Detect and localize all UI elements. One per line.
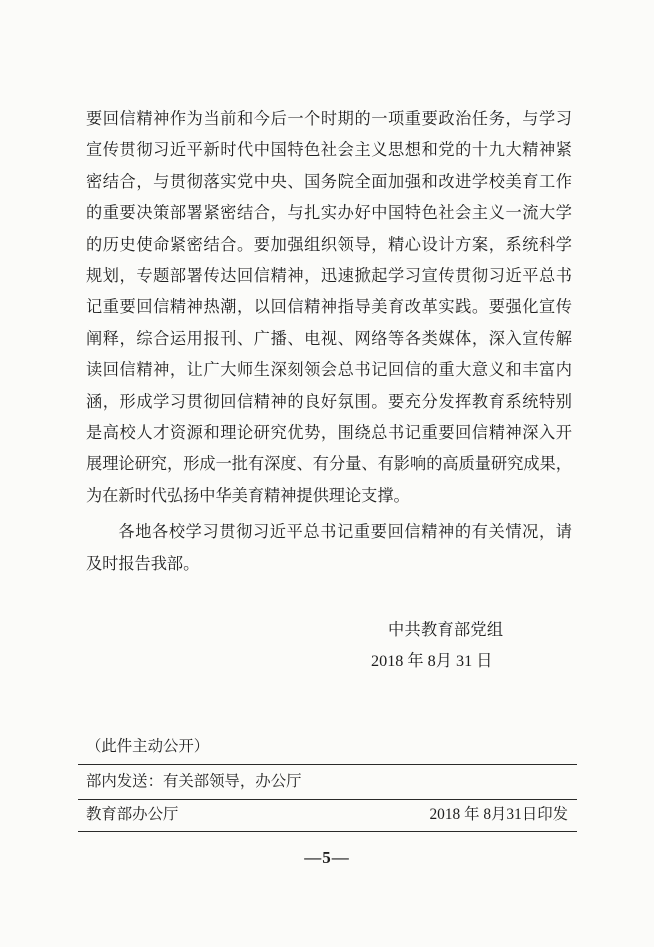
disclosure-note: （此件主动公开） [86,738,210,755]
footer-rule [78,764,577,765]
body-text-line: 涵，形成学习贯彻回信精神的良好氛围。要充分发挥教育系统特别 [86,392,572,411]
body-text [86,104,572,580]
distribution-line: 部内发送：有关部领导，办公厅 [86,773,302,790]
body-text-line: 各地各校学习贯彻习近平总书记重要回信精神的有关情况，请 [118,523,572,542]
page-number: —5— [304,848,350,867]
signature-organization: 中共教育部党组 [388,621,504,639]
body-text-line: 规划，专题部署传达回信精神，迅速掀起学习宣传贯彻习近平总书 [86,267,572,286]
issuer-name: 教育部办公厅 [86,806,179,823]
body-text-line: 读回信精神，让广大师生深刻领会总书记回信的重大意义和丰富内 [86,361,572,380]
body-paragraph [86,517,572,580]
body-paragraph [86,104,572,512]
signature-date: 2018 年 8月 31 日 [371,652,493,670]
body-text-line: 的重要决策部署紧密结合，与扎实办好中国特色社会主义一流大学 [86,204,572,223]
footer-rule [78,831,577,832]
body-text-line: 密结合，与贯彻落实党中央、国务院全面加强和改进学校美育工作 [86,172,572,191]
body-text-line: 要回信精神作为当前和今后一个时期的一项重要政治任务，与学习 [86,110,572,128]
body-text-line: 及时报告我部。 [86,554,200,573]
body-text-line: 记重要回信精神热潮，以回信精神指导美育改革实践。要强化宣传 [86,298,572,317]
body-text-line: 是高校人才资源和理论研究优势，围绕总书记重要回信精神深入开 [86,424,572,443]
body-text-line: 阐释，综合运用报刊、广播、电视、网络等各类媒体，深入宣传解 [86,329,572,348]
body-text-line: 宣传贯彻习近平新时代中国特色社会主义思想和党的十九大精神紧 [86,141,572,160]
footer-rule [78,799,577,800]
body-text-line: 为在新时代弘扬中华美育精神提供理论支撑。 [86,486,410,505]
issue-date: 2018 年 8月31日印发 [429,806,568,823]
body-text-line: 展理论研究，形成一批有深度、有分量、有影响的高质量研究成果， [86,455,572,474]
body-text-line: 的历史使命紧密结合。要加强组织领导，精心设计方案，系统科学 [86,235,572,254]
